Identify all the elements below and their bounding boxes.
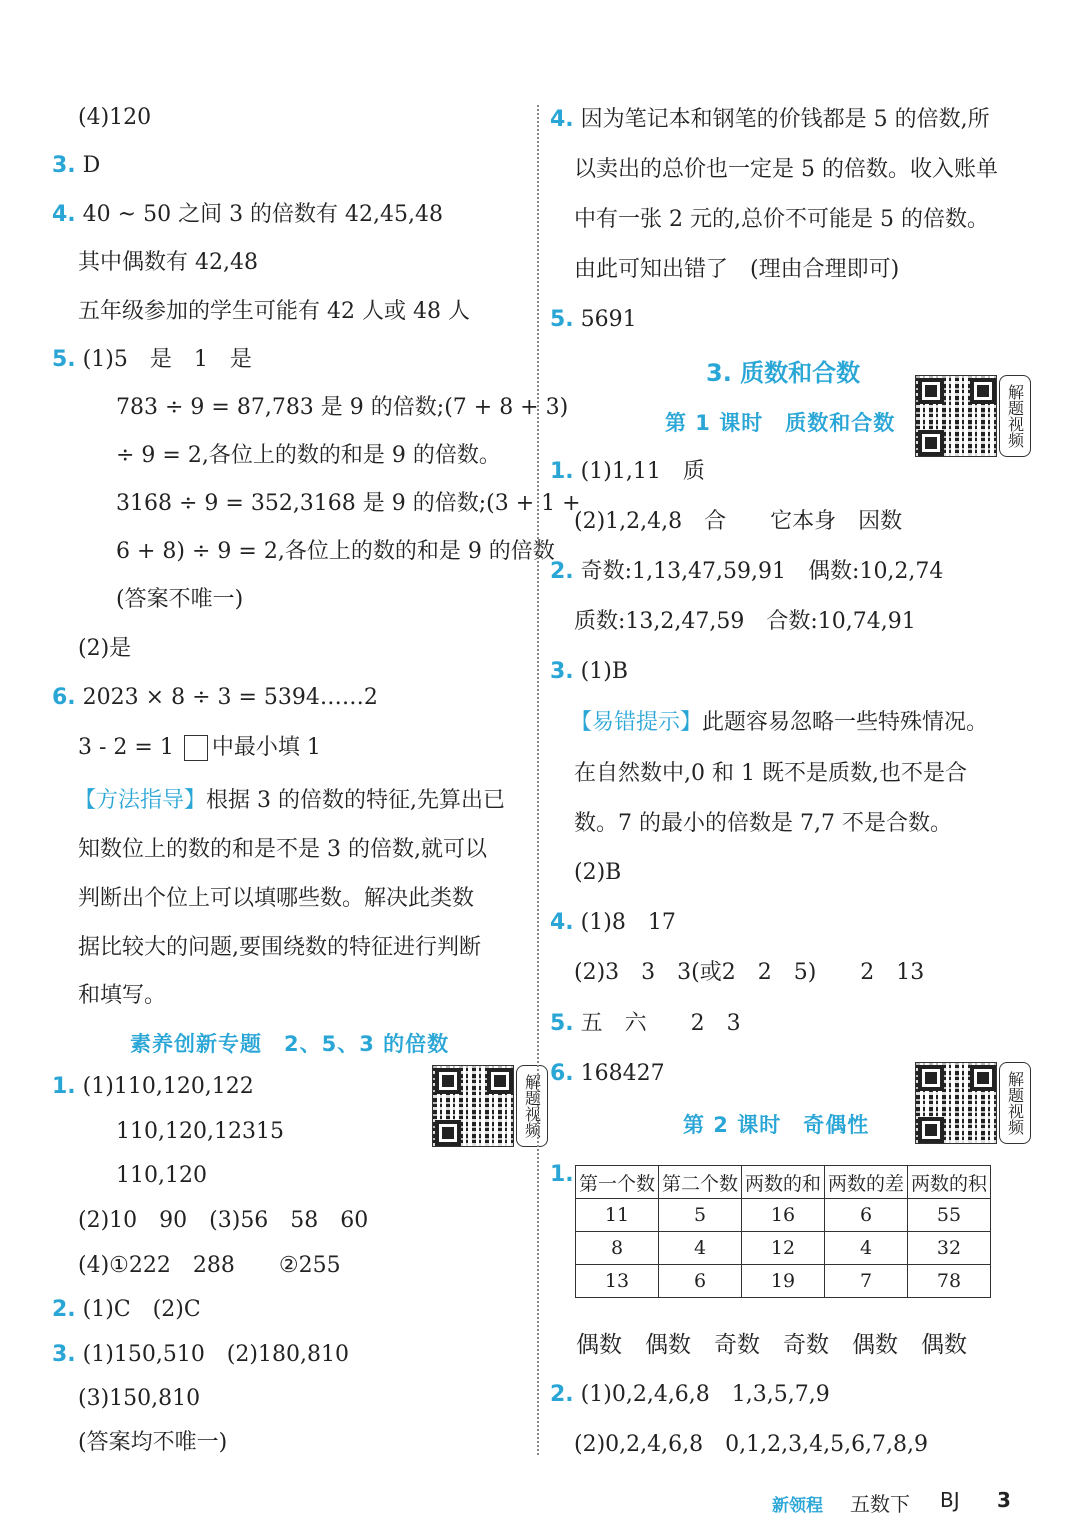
- question-5-right: [550, 305, 637, 335]
- answer-line: (4)①222 288 ②255: [78, 1253, 341, 1278]
- footer-grade: 五数下: [850, 1492, 910, 1516]
- answer-text: 2023 × 8 ÷ 3 = 5394……2: [82, 685, 378, 710]
- table-row: [576, 1232, 991, 1265]
- answer-line: (3)150,810: [78, 1386, 201, 1411]
- special-question-2: [52, 1295, 201, 1325]
- answer-line: 中有一张 2 元的,总价不可能是 5 的倍数。: [574, 207, 989, 232]
- lesson-title: 第 2 课时 奇偶性: [683, 1113, 870, 1137]
- tip-line: 据比较大的问题,要围绕数的特征进行判断: [78, 935, 481, 960]
- table-cell: 32: [908, 1232, 991, 1265]
- parity-question-1: [550, 1160, 574, 1190]
- answer-text: 168427: [580, 1061, 665, 1086]
- question-4: [52, 200, 443, 230]
- qr-finder-icon: [970, 378, 996, 404]
- qr-label: 解题视频: [516, 1065, 548, 1147]
- qr-finder-icon: [918, 1117, 944, 1143]
- answer-text: (1)8 17: [580, 910, 676, 935]
- prime-question-3: [550, 657, 628, 687]
- parity-answer-row: 偶数 偶数 奇数 奇数 偶数 偶数: [576, 1332, 967, 1358]
- table-cell: 5: [659, 1199, 742, 1232]
- tip-line: 数。7 的最小的倍数是 7,7 不是合数。: [574, 811, 952, 836]
- qr-finder-icon: [970, 1065, 996, 1091]
- answer-line: 以卖出的总价也一定是 5 的倍数。收入账单: [574, 157, 998, 182]
- question-3: [52, 151, 100, 181]
- prime-question-1: [550, 457, 705, 487]
- answer-line: (2)0,2,4,6,8 0,1,2,3,4,5,6,7,8,9: [574, 1432, 929, 1457]
- tip-label: 【易错提示】: [570, 710, 703, 735]
- table-header-cell: 两数的和: [742, 1166, 825, 1199]
- footer-brand: 新领程: [772, 1496, 823, 1516]
- table-cell: 6: [825, 1199, 908, 1232]
- qr-label: 解题视频: [999, 1062, 1031, 1144]
- question-number: 2.: [550, 1382, 574, 1407]
- prime-question-2: [550, 557, 943, 587]
- answer-text: 奇数:1,13,47,59,91 偶数:10,2,74: [580, 559, 944, 584]
- answer-text: 五 六 2 3: [580, 1011, 741, 1036]
- table-cell: 78: [908, 1265, 991, 1298]
- qr-finder-icon: [435, 1120, 461, 1146]
- answer-line: 110,120,12315: [116, 1119, 284, 1144]
- error-tip: [570, 708, 988, 738]
- answer-line: 110,120: [116, 1163, 207, 1188]
- question-number: 1.: [52, 1074, 76, 1099]
- tip-line: 判断出个位上可以填哪些数。解决此类数: [78, 886, 475, 911]
- question-number: 6.: [52, 685, 76, 710]
- table-row: [576, 1265, 991, 1298]
- table-cell: 4: [659, 1232, 742, 1265]
- answer-line: ÷ 9 = 2,各位上的数的和是 9 的倍数。: [116, 443, 501, 468]
- blank-box: [184, 735, 208, 761]
- answer-line: 五年级参加的学生可能有 42 人或 48 人: [78, 299, 470, 324]
- question-5: [52, 345, 252, 375]
- table-header-row: [576, 1166, 991, 1199]
- special-topic-title: 素养创新专题 2、5、3 的倍数: [130, 1032, 450, 1056]
- question-number: 5.: [550, 1011, 574, 1036]
- qr-finder-icon: [487, 1068, 513, 1094]
- question-4-right: [550, 105, 990, 135]
- table-cell: 12: [742, 1232, 825, 1265]
- answer-text: 40 ~ 50 之间 3 的倍数有 42,45,48: [82, 202, 444, 227]
- prime-question-6: [550, 1059, 665, 1089]
- special-question-3: [52, 1340, 349, 1370]
- answer-line: 6 + 8) ÷ 9 = 2,各位上的数的和是 9 的倍数: [116, 539, 555, 564]
- table-cell: 7: [825, 1265, 908, 1298]
- question-number: 1.: [550, 459, 574, 484]
- lesson-title: 第 1 课时 质数和合数: [665, 411, 896, 435]
- prime-question-4: [550, 908, 676, 938]
- qr-finder-icon: [435, 1068, 461, 1094]
- question-number: 4.: [52, 202, 76, 227]
- page-number: 3: [997, 1488, 1011, 1512]
- answer-text: (1)C (2)C: [82, 1297, 201, 1322]
- table-cell: 19: [742, 1265, 825, 1298]
- question-6: [52, 683, 378, 713]
- tip-line: 知数位上的数的和是不是 3 的倍数,就可以: [78, 837, 487, 862]
- tip-line: 在自然数中,0 和 1 既不是质数,也不是合: [574, 761, 967, 786]
- tip-line: 和填写。: [78, 983, 167, 1008]
- table-cell: 55: [908, 1199, 991, 1232]
- question-number: 6.: [550, 1061, 574, 1086]
- answer-line: [78, 733, 321, 763]
- method-tip: [74, 786, 505, 816]
- question-number: 1.: [550, 1162, 574, 1187]
- question-number: 2.: [52, 1297, 76, 1322]
- table-header-cell: 第二个数: [659, 1166, 742, 1199]
- qr-finder-icon: [918, 1065, 944, 1091]
- column-divider: [537, 105, 539, 1455]
- answer-text: (1)0,2,4,6,8 1,3,5,7,9: [580, 1382, 830, 1407]
- question-number: 5.: [550, 307, 574, 332]
- answer-line: 3168 ÷ 9 = 352,3168 是 9 的倍数;(3 + 1 +: [116, 491, 581, 516]
- answer-line: 783 ÷ 9 = 87,783 是 9 的倍数;(7 + 8 + 3): [116, 395, 569, 420]
- qr-label: 解题视频: [999, 375, 1031, 457]
- answer-text: 因为笔记本和钢笔的价钱都是 5 的倍数,所: [580, 107, 990, 132]
- answer-text: D: [82, 153, 101, 178]
- answer-line: (2)B: [574, 860, 622, 885]
- parity-question-2: [550, 1380, 830, 1410]
- answer-line: 其中偶数有 42,48: [78, 250, 258, 275]
- tip-text: 此题容易忽略一些特殊情况。: [702, 710, 989, 735]
- table-cell: 11: [576, 1199, 659, 1232]
- question-number: 2.: [550, 559, 574, 584]
- table-cell: 16: [742, 1199, 825, 1232]
- table-cell: 6: [659, 1265, 742, 1298]
- qr-finder-icon: [918, 430, 944, 456]
- question-number: 3.: [550, 659, 574, 684]
- answer-text: (1)B: [580, 659, 629, 684]
- answer-line: (2)3 3 3(或2 2 5) 2 13: [574, 960, 925, 985]
- table-cell: 8: [576, 1232, 659, 1265]
- table-header-cell: 两数的积: [908, 1166, 991, 1199]
- table-row: [576, 1199, 991, 1232]
- tip-text: 根据 3 的倍数的特征,先算出已: [206, 788, 505, 813]
- special-question-1: [52, 1072, 254, 1102]
- qr-code[interactable]: [432, 1065, 550, 1147]
- question-number: 3.: [52, 153, 76, 178]
- answer-text: (1)110,120,122: [82, 1074, 254, 1099]
- table-cell: 13: [576, 1265, 659, 1298]
- section-title: 3. 质数和合数: [706, 359, 861, 387]
- answer-text: 3 - 2 = 1: [78, 735, 174, 760]
- qr-code[interactable]: [915, 375, 1033, 457]
- answer-line: (答案不唯一): [116, 587, 244, 612]
- answer-line: (答案均不唯一): [78, 1430, 228, 1455]
- answer-text: 中最小填 1: [211, 735, 321, 760]
- question-number: 4.: [550, 107, 574, 132]
- answer-line: (2)10 90 (3)56 58 60: [78, 1208, 369, 1233]
- prime-question-5: [550, 1009, 741, 1039]
- qr-code[interactable]: [915, 1062, 1033, 1144]
- qr-finder-icon: [918, 378, 944, 404]
- table-cell: 4: [825, 1232, 908, 1265]
- answer-text: (1)150,510 (2)180,810: [82, 1342, 349, 1367]
- question-number: 4.: [550, 910, 574, 935]
- tip-label: 【方法指导】: [74, 788, 207, 813]
- answer-line: 质数:13,2,47,59 合数:10,74,91: [574, 609, 916, 634]
- answer-line: (2)是: [78, 636, 132, 661]
- question-number: 3.: [52, 1342, 76, 1367]
- answer-line: 由此可知出错了 (理由合理即可): [574, 257, 900, 282]
- answer-text: (1)5 是 1 是: [82, 347, 252, 372]
- answer-text: 5691: [580, 307, 637, 332]
- answer-text: (1)1,11 质: [580, 459, 705, 484]
- table-header-cell: 第一个数: [576, 1166, 659, 1199]
- table-header-cell: 两数的差: [825, 1166, 908, 1199]
- parity-table: [575, 1165, 991, 1298]
- footer-edition: BJ: [940, 1488, 960, 1512]
- answer-line: (4)120: [78, 105, 152, 130]
- answer-line: (2)1,2,4,8 合 它本身 因数: [574, 509, 903, 534]
- question-number: 5.: [52, 347, 76, 372]
